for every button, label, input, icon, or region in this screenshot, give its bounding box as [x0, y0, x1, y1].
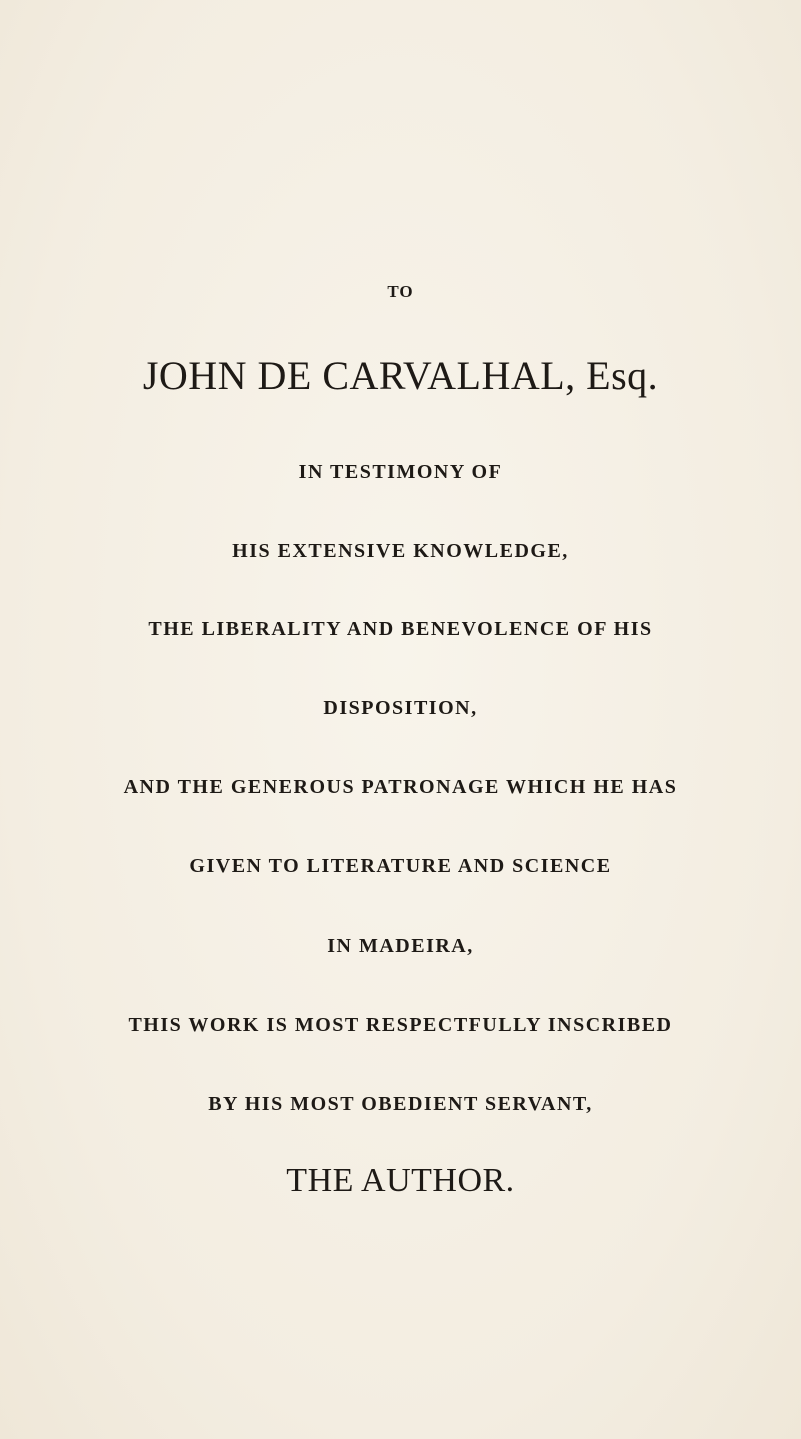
- dedication-line: IN MADEIRA,: [327, 935, 474, 957]
- dedication-line: DISPOSITION,: [323, 697, 478, 719]
- dedication-line: BY HIS MOST OBEDIENT SERVANT,: [208, 1093, 593, 1115]
- author-signature: THE AUTHOR.: [286, 1162, 515, 1199]
- dedication-to: TO: [387, 282, 414, 301]
- dedication-line: THIS WORK IS MOST RESPECTFULLY INSCRIBED: [128, 1014, 673, 1036]
- dedication-line: IN TESTIMONY OF: [298, 461, 503, 483]
- dedicatee-name: JOHN DE CARVALHAL, Esq.: [142, 353, 659, 398]
- dedication-line: HIS EXTENSIVE KNOWLEDGE,: [232, 540, 569, 562]
- dedication-line: AND THE GENEROUS PATRONAGE WHICH HE HAS: [123, 776, 678, 798]
- dedication-line: THE LIBERALITY AND BENEVOLENCE OF HIS: [148, 618, 653, 640]
- dedication-line: GIVEN TO LITERATURE AND SCIENCE: [189, 855, 612, 877]
